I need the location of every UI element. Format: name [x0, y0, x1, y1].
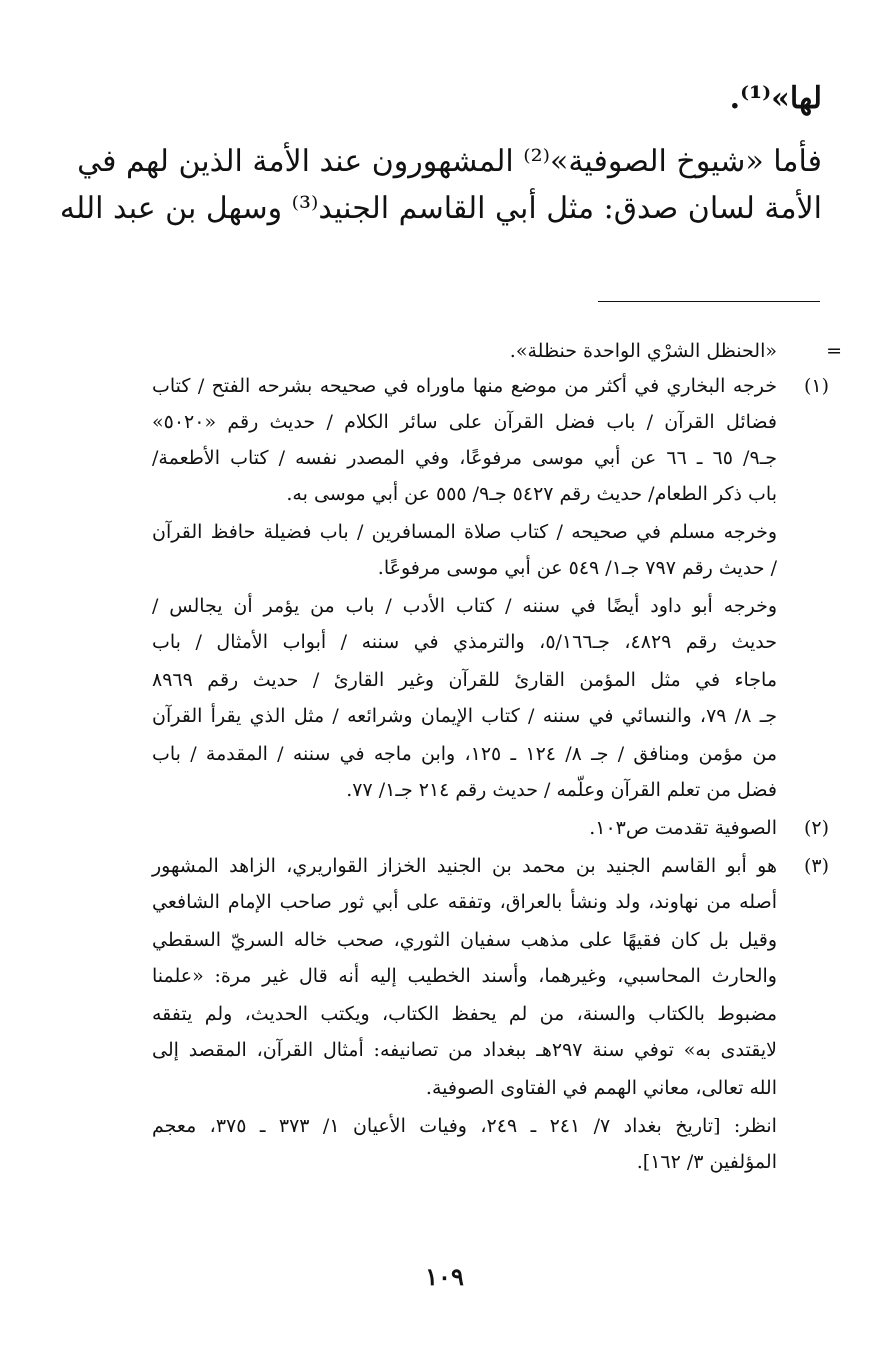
footnote-3-line: مضبوط بالكتاب والسنة، من لم يحفظ الكتاب، ويكتب الحديث، ولم يتفقه	[152, 1003, 777, 1025]
footnote-1-line: وخرجه مسلم في صحيحه / كتاب صلاة المسافرين / باب فضيلة حافظ القرآن	[152, 521, 777, 543]
footnote-1-line: / حديث رقم ٧٩٧ جـ١/ ٥٤٩ عن أبي موسى مرفوعًا.	[377, 557, 777, 579]
footnote-number-3: (٣)	[803, 855, 829, 877]
main-text-line-3: الأمة لسان صدق: مثل أبي القاسم الجنيد⁽³⁾ وسهل بن عبد الله	[59, 191, 822, 226]
footnote-number-2: (٢)	[803, 817, 829, 839]
footnote-1-line: من مؤمن ومنافق / جـ ٨/ ١٢٤ ـ ١٢٥، وابن ماجه في سننه / المقدمة / باب	[152, 743, 777, 765]
footnote-1-line: جـ٩/ ٦٥ ـ ٦٦ عن أبي موسى مرفوعًا، وفي المصدر نفسه / كتاب الأطعمة/	[152, 447, 777, 469]
footnote-3-line: أصله من نهاوند، ولد ونشأ بالعراق، وتفقه على أبي ثور صاحب الإمام الشافعي	[152, 891, 777, 913]
footnote-1-line: خرجه البخاري في أكثر من موضع منها ماوراه في صحيحه بشرحه الفتح / كتاب	[152, 375, 777, 397]
footnote-3-line: وقيل بل كان فقيهًا على مذهب سفيان الثوري، صحب خاله السريّ السقطي	[152, 929, 777, 951]
footnote-1-line: حديث رقم ٤٨٢٩، جـ٥/١٦٦، والترمذي في سننه / أبواب الأمثال / باب	[152, 631, 777, 653]
footnote-3-line: هو أبو القاسم الجنيد بن محمد بن الجنيد الخزاز القواريري، الزاهد المشهور	[152, 855, 777, 877]
footnote-3-line: الله تعالى، معاني الهمم في الفتاوى الصوفية.	[425, 1077, 777, 1099]
footnote-number-1: (١)	[803, 375, 829, 397]
footnote-3-line: والحارث المحاسبي، وغيرهما، وأسند الخطيب إليه أنه قال غير مرة: «علمنا	[152, 965, 777, 987]
footnote-3-line: لايقتدى به» توفي سنة ٢٩٧هـ ببغداد من تصانيفه: أمثال القرآن، المقصد إلى	[152, 1039, 777, 1061]
footnote-1-line: جـ ٨/ ٧٩، والنسائي في سننه / كتاب الإيمان وشرائعه / مثل الذي يقرأ القرآن	[152, 705, 778, 727]
footnote-1-line: وخرجه أبو داود أيضًا في سننه / كتاب الأدب / باب من يؤمر أن يجالس /	[152, 595, 777, 617]
main-text-line-1: لها»⁽¹⁾.	[729, 81, 822, 116]
footnote-1-line: باب ذكر الطعام/ حديث رقم ٥٤٢٧ جـ٩/ ٥٥٥ عن أبي موسى به.	[286, 483, 777, 505]
footnote-1-line: فضل من تعلم القرآن وعلّمه / حديث رقم ٢١٤ جـ١/ ٧٧.	[346, 779, 777, 801]
page-number: ١٠٩	[425, 1262, 464, 1291]
footnote-1-line: ماجاء في مثل المؤمن القارئ للقرآن وغير القارئ / حديث رقم ٨٩٦٩	[152, 669, 777, 691]
footnote-continuation-text: «الحنظل الشرْي الواحدة حنظلة».	[509, 340, 777, 362]
footnote-separator	[598, 301, 820, 302]
footnote-1-line: فضائل القرآن / باب فضل القرآن على سائر الكلام / حديث رقم «٥٠٢٠»	[152, 411, 777, 433]
footnote-3-line: انظر: [تاريخ بغداد ٧/ ٢٤١ ـ ٢٤٩، وفيات الأعيان ١/ ٣٧٣ ـ ٣٧٥، معجم	[152, 1115, 777, 1137]
main-text-line-2: فأما «شيوخ الصوفية»⁽²⁾ المشهورون عند الأمة الذين لهم في	[77, 144, 822, 179]
continuation-marker: =	[826, 340, 842, 362]
footnote-3-line: المؤلفين ٣/ ١٦٢].	[636, 1151, 777, 1173]
footnote-2-line: الصوفية تقدمت ص١٠٣.	[589, 817, 777, 839]
